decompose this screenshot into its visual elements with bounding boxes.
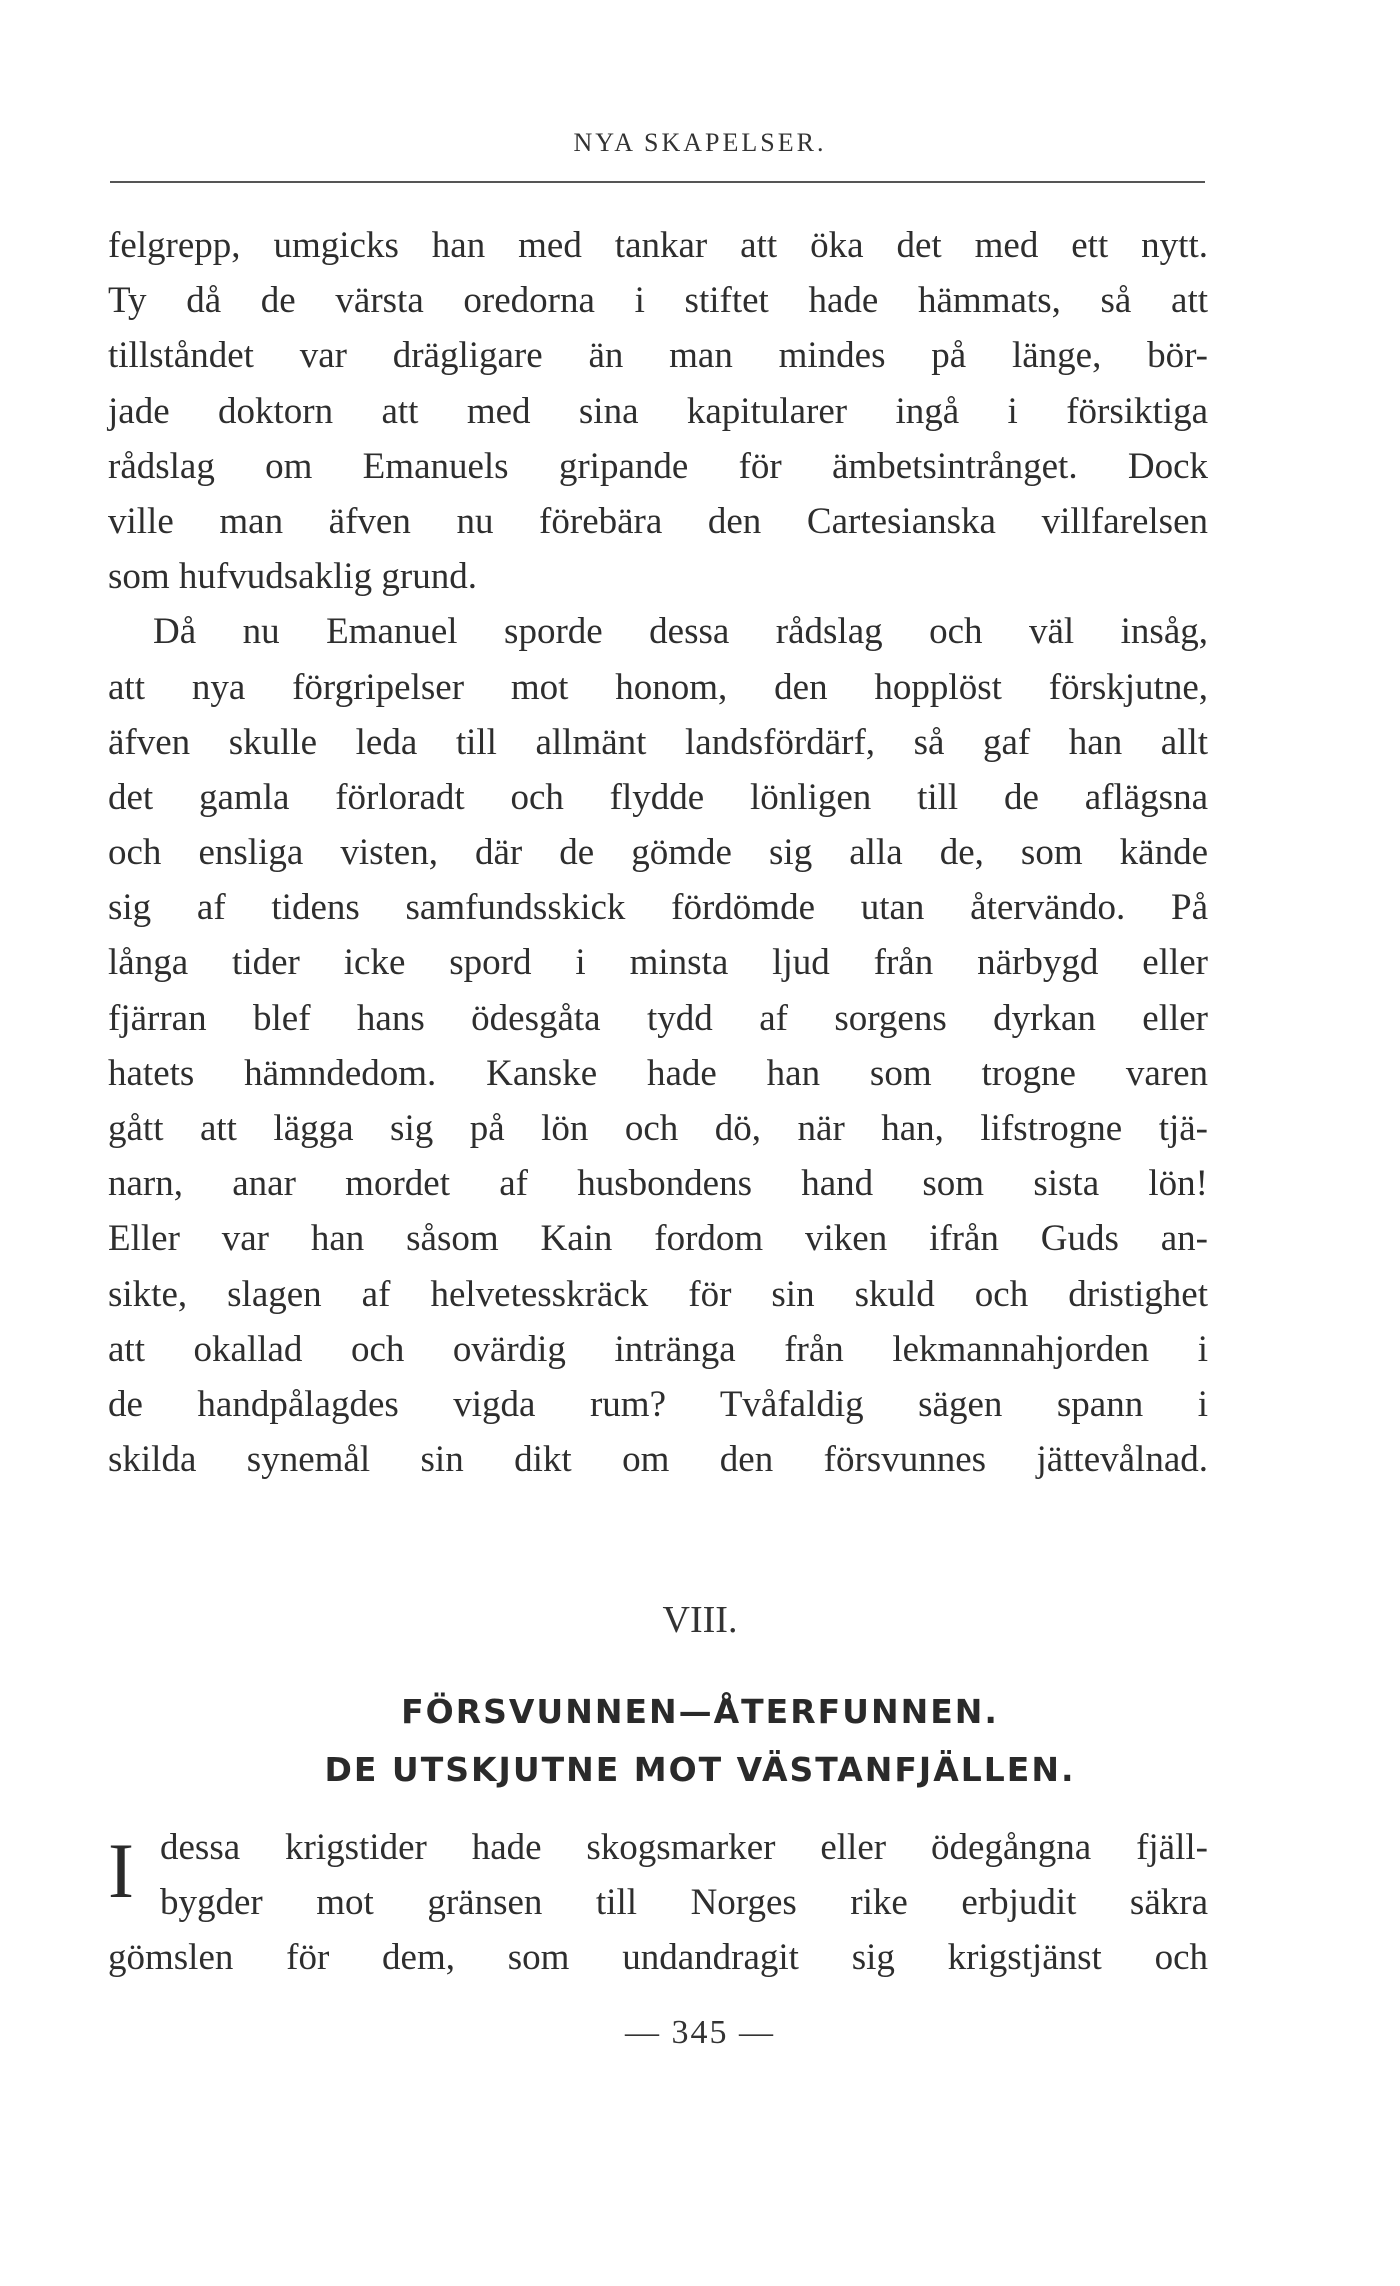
chapter-subtitle: DE UTSKJUTNE MOT VÄSTANFJÄLLEN.: [324, 1750, 1076, 1789]
text-line: bygder mot gränsen till Norges rike erbjudit säkra: [160, 1882, 1208, 1924]
text-line: felgrepp, umgicks han med tankar att öka det med ett nytt.: [108, 225, 1208, 266]
text-line: Eller var han såsom Kain fordom viken ifrån Guds an-: [108, 1218, 1208, 1260]
text-line: Då nu Emanuel sporde dessa rådslag och väl insåg,: [153, 611, 1208, 653]
text-line: gömslen för dem, som undandragit sig krigstjänst och: [108, 1937, 1208, 1979]
text-line: att nya förgripelser mot honom, den hopplöst förskjutne,: [108, 666, 1208, 708]
text-line: och ensliga visten, där de gömde sig alla de, som kände: [108, 832, 1208, 874]
text-line: de handpålagdes vigda rum? Tvåfaldig sägen spann i: [108, 1383, 1208, 1425]
drop-cap: I: [108, 1827, 134, 1914]
header-rule: [110, 181, 1205, 183]
page-number: — 345 —: [625, 2014, 775, 2051]
text-line: det gamla förloradt och flydde lönligen till de aflägsna: [108, 776, 1208, 818]
text-line: rådslag om Emanuels gripande för ämbetsintrånget. Dock: [108, 445, 1208, 487]
text-line: gått att lägga sig på lön och dö, när han, lifstrogne tjä-: [108, 1108, 1208, 1149]
text-line: äfven skulle leda till allmänt landsfördärf, så gaf han allt: [108, 721, 1208, 763]
text-line: narn, anar mordet af husbondens hand som sista lön!: [108, 1163, 1208, 1205]
text-line: att okallad och ovärdig inträngа från lekmannahjorden i: [108, 1328, 1208, 1370]
text-line: sig af tidens samfundsskick fördömde utan återvändo. På: [108, 887, 1208, 929]
text-line: ville man äfven nu förebära den Cartesianska villfarelsen: [108, 500, 1208, 542]
text-line: hatets hämndedom. Kanske hade han som trogne varen: [108, 1052, 1208, 1094]
text-line: tillståndet var drägligare än man mindes på länge, bör-: [108, 335, 1208, 377]
body-text-chapter: [108, 1820, 1208, 1986]
body-text: [108, 218, 1208, 1487]
running-head: NYA SKAPELSER.: [573, 128, 827, 157]
text-line: skilda synemål sin dikt om den försvunnes jättevålnad.: [108, 1439, 1208, 1481]
text-line: sikte, slagen af helvetesskräck för sin skuld och dristighet: [108, 1273, 1208, 1315]
text-line: fjärran blef hans ödesgåta tydd af sorgens dyrkan eller: [108, 997, 1208, 1039]
text-line: dessa krigstider hade skogsmarker eller ödegångna fjäll-: [160, 1827, 1208, 1868]
text-line: långa tider icke spord i minsta ljud från närbygd eller: [108, 942, 1208, 984]
chapter-number: VIII.: [662, 1599, 738, 1641]
text-line: Ty då de värsta oredorna i stiftet hade hämmats, så att: [108, 280, 1208, 322]
text-line: jade doktorn att med sina kapitularer ingå i försiktiga: [108, 390, 1208, 432]
text-line: som hufvudsaklig grund.: [108, 556, 477, 598]
chapter-title: FÖRSVUNNEN—ÅTERFUNNEN.: [401, 1692, 999, 1731]
